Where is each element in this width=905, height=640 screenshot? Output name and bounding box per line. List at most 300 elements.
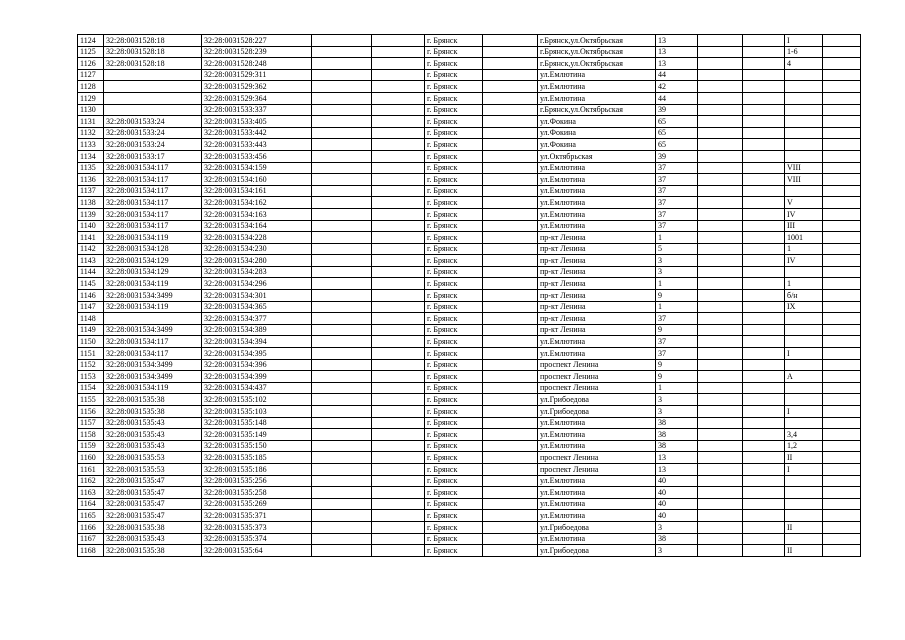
table-cell: проспект Ленина — [538, 359, 656, 371]
table-cell: пр-кт Ленина — [538, 232, 656, 244]
table-cell — [483, 313, 538, 325]
table-cell: г. Брянск — [425, 278, 483, 290]
table-cell: 32:28:0031535:102 — [202, 394, 312, 406]
table-cell: 32:28:0031528:18 — [104, 58, 202, 70]
table-cell: ул.Грибоедова — [538, 521, 656, 533]
table-cell — [483, 208, 538, 220]
table-cell: 32:28:0031535:53 — [104, 452, 202, 464]
table-cell: 32:28:0031534:119 — [104, 382, 202, 394]
table-cell — [698, 46, 743, 58]
table-cell — [698, 92, 743, 104]
table-cell: ул.Емлютина — [538, 417, 656, 429]
table-cell — [483, 278, 538, 290]
table-cell: г. Брянск — [425, 150, 483, 162]
table-cell: 1159 — [78, 440, 104, 452]
table-cell: 1143 — [78, 255, 104, 267]
table-cell — [372, 521, 425, 533]
table-row — [78, 139, 861, 151]
table-cell: г. Брянск — [425, 313, 483, 325]
table-cell: 1137 — [78, 185, 104, 197]
table-cell: 32:28:0031535:43 — [104, 533, 202, 545]
table-cell: ул.Грибоедова — [538, 545, 656, 557]
table-cell — [823, 46, 861, 58]
table-cell — [372, 127, 425, 139]
table-cell — [698, 521, 743, 533]
table-row — [78, 498, 861, 510]
table-cell — [698, 255, 743, 267]
table-cell: 44 — [656, 92, 698, 104]
table-row — [78, 197, 861, 209]
table-cell: 32:28:0031535:38 — [104, 521, 202, 533]
table-cell — [483, 521, 538, 533]
table-cell: 32:28:0031534:377 — [202, 313, 312, 325]
table-cell: г. Брянск — [425, 440, 483, 452]
table-cell: г. Брянск — [425, 266, 483, 278]
table-cell — [698, 429, 743, 441]
table-cell — [483, 336, 538, 348]
table-cell: 32:28:0031534:129 — [104, 266, 202, 278]
table-cell: 1162 — [78, 475, 104, 487]
table-cell: 32:28:0031534:117 — [104, 174, 202, 186]
table-cell: 32:28:0031534:394 — [202, 336, 312, 348]
table-cell: 38 — [656, 440, 698, 452]
table-cell — [743, 139, 785, 151]
table-cell — [785, 324, 823, 336]
table-cell — [785, 533, 823, 545]
table-cell — [312, 324, 372, 336]
table-cell: 32:28:0031534:396 — [202, 359, 312, 371]
table-cell — [698, 116, 743, 128]
table-cell — [372, 382, 425, 394]
table-cell: 37 — [656, 208, 698, 220]
table-cell: 9 — [656, 359, 698, 371]
table-cell — [698, 127, 743, 139]
table-cell — [312, 394, 372, 406]
table-cell — [312, 58, 372, 70]
table-cell: 3 — [656, 255, 698, 267]
table-cell: 1153 — [78, 371, 104, 383]
table-cell: 37 — [656, 336, 698, 348]
table-cell — [785, 498, 823, 510]
table-cell — [483, 301, 538, 313]
table-cell — [823, 429, 861, 441]
table-cell: II — [785, 521, 823, 533]
table-cell — [823, 58, 861, 70]
table-cell — [698, 243, 743, 255]
table-cell — [698, 359, 743, 371]
table-row — [78, 533, 861, 545]
table-cell — [312, 301, 372, 313]
table-cell: 32:28:0031535:43 — [104, 429, 202, 441]
table-cell: 1157 — [78, 417, 104, 429]
table-cell: г. Брянск — [425, 452, 483, 464]
table-cell: 1129 — [78, 92, 104, 104]
table-cell: 32:28:0031535:47 — [104, 487, 202, 499]
table-cell — [743, 487, 785, 499]
table-cell: 4 — [785, 58, 823, 70]
table-row — [78, 208, 861, 220]
table-cell — [743, 545, 785, 557]
table-cell — [785, 394, 823, 406]
table-cell — [823, 348, 861, 360]
table-cell: г.Брянск,ул.Октябрьская — [538, 58, 656, 70]
table-cell: 1127 — [78, 69, 104, 81]
table-cell: 32:28:0031534:230 — [202, 243, 312, 255]
table-cell — [698, 498, 743, 510]
table-cell — [743, 35, 785, 47]
table-cell: ул.Емлютина — [538, 498, 656, 510]
table-cell: 1126 — [78, 58, 104, 70]
table-cell — [698, 35, 743, 47]
table-cell — [785, 510, 823, 522]
table-cell — [743, 440, 785, 452]
table-cell — [743, 406, 785, 418]
table-cell: 32:28:0031533:456 — [202, 150, 312, 162]
table-cell — [698, 487, 743, 499]
table-cell: 1136 — [78, 174, 104, 186]
table-cell: V — [785, 197, 823, 209]
table-cell: 32:28:0031534:117 — [104, 162, 202, 174]
table-cell — [483, 127, 538, 139]
table-cell: VIII — [785, 162, 823, 174]
table-cell — [312, 127, 372, 139]
table-cell — [483, 69, 538, 81]
table-cell: 65 — [656, 127, 698, 139]
table-cell — [823, 382, 861, 394]
table-cell: 32:28:0031534:161 — [202, 185, 312, 197]
table-cell: 32:28:0031528:18 — [104, 35, 202, 47]
table-cell: 32:28:0031533:24 — [104, 127, 202, 139]
table-cell: ул.Емлютина — [538, 533, 656, 545]
table-cell: 1165 — [78, 510, 104, 522]
table-cell — [743, 243, 785, 255]
table-cell: 32:28:0031535:43 — [104, 417, 202, 429]
table-cell — [698, 290, 743, 302]
table-cell — [743, 232, 785, 244]
table-cell — [823, 174, 861, 186]
table-cell — [698, 348, 743, 360]
table-cell: 32:28:0031533:337 — [202, 104, 312, 116]
table-cell — [743, 92, 785, 104]
table-cell — [743, 255, 785, 267]
table-cell — [483, 162, 538, 174]
table-cell — [372, 150, 425, 162]
table-cell — [823, 545, 861, 557]
table-cell: ул.Емлютина — [538, 336, 656, 348]
table-cell: пр-кт Ленина — [538, 324, 656, 336]
table-cell: г. Брянск — [425, 208, 483, 220]
table-cell — [483, 46, 538, 58]
table-cell: 38 — [656, 533, 698, 545]
table-cell — [483, 185, 538, 197]
table-cell — [312, 406, 372, 418]
table-cell — [698, 324, 743, 336]
table-cell — [823, 417, 861, 429]
table-cell: I — [785, 348, 823, 360]
table-cell: 32:28:0031534:437 — [202, 382, 312, 394]
table-row — [78, 452, 861, 464]
table-row — [78, 127, 861, 139]
table-cell — [483, 81, 538, 93]
table-cell: 37 — [656, 313, 698, 325]
table-cell: 32:28:0031535:256 — [202, 475, 312, 487]
table-cell — [698, 545, 743, 557]
table-cell — [823, 35, 861, 47]
table-cell — [483, 510, 538, 522]
table-cell — [785, 266, 823, 278]
table-cell — [372, 348, 425, 360]
table-cell — [743, 371, 785, 383]
table-row — [78, 35, 861, 47]
table-cell: г. Брянск — [425, 220, 483, 232]
table-cell — [743, 324, 785, 336]
table-cell: 40 — [656, 487, 698, 499]
table-cell: 32:28:0031535:186 — [202, 463, 312, 475]
table-cell: 1139 — [78, 208, 104, 220]
table-cell: 32:28:0031529:362 — [202, 81, 312, 93]
table-cell — [372, 371, 425, 383]
table-row — [78, 232, 861, 244]
table-cell — [483, 290, 538, 302]
table-row — [78, 150, 861, 162]
table-row — [78, 521, 861, 533]
table-cell — [698, 162, 743, 174]
table-row — [78, 266, 861, 278]
table-cell: 32:28:0031534:119 — [104, 278, 202, 290]
table-cell: г. Брянск — [425, 104, 483, 116]
table-cell: г. Брянск — [425, 498, 483, 510]
table-cell — [743, 290, 785, 302]
table-cell: 13 — [656, 58, 698, 70]
table-cell: ул.Емлютина — [538, 81, 656, 93]
table-cell: 32:28:0031535:47 — [104, 510, 202, 522]
table-cell: пр-кт Ленина — [538, 301, 656, 313]
table-cell: 1146 — [78, 290, 104, 302]
table-cell — [698, 174, 743, 186]
table-cell: пр-кт Ленина — [538, 255, 656, 267]
table-cell — [823, 359, 861, 371]
table-cell: 9 — [656, 324, 698, 336]
table-cell: 32:28:0031535:185 — [202, 452, 312, 464]
table-body — [78, 35, 861, 557]
table-cell — [785, 116, 823, 128]
table-cell: 32:28:0031534:117 — [104, 336, 202, 348]
table-cell: пр-кт Ленина — [538, 313, 656, 325]
table-cell: ул.Емлютина — [538, 475, 656, 487]
table-cell: 65 — [656, 116, 698, 128]
table-cell — [372, 429, 425, 441]
table-cell — [823, 243, 861, 255]
table-cell: 32:28:0031534:399 — [202, 371, 312, 383]
table-cell — [785, 336, 823, 348]
table-cell: II — [785, 452, 823, 464]
table-cell — [483, 150, 538, 162]
table-cell — [372, 498, 425, 510]
table-cell: ул.Емлютина — [538, 510, 656, 522]
table-cell — [743, 336, 785, 348]
table-cell — [372, 452, 425, 464]
table-cell — [483, 429, 538, 441]
table-row — [78, 394, 861, 406]
table-cell: 32:28:0031534:283 — [202, 266, 312, 278]
table-cell — [823, 197, 861, 209]
table-cell: 1160 — [78, 452, 104, 464]
table-cell: 32:28:0031528:248 — [202, 58, 312, 70]
table-cell — [823, 139, 861, 151]
table-cell: 32:28:0031534:159 — [202, 162, 312, 174]
table-cell — [743, 510, 785, 522]
table-cell: ул.Фокина — [538, 139, 656, 151]
table-cell: 32:28:0031535:269 — [202, 498, 312, 510]
table-cell: 32:28:0031534:280 — [202, 255, 312, 267]
table-cell: 39 — [656, 150, 698, 162]
table-row — [78, 104, 861, 116]
table-row — [78, 69, 861, 81]
table-row — [78, 417, 861, 429]
table-cell: 1147 — [78, 301, 104, 313]
table-cell: 32:28:0031535:47 — [104, 475, 202, 487]
table-cell — [823, 185, 861, 197]
table-cell: 1133 — [78, 139, 104, 151]
table-cell — [743, 266, 785, 278]
table-cell — [483, 487, 538, 499]
table-cell: ул.Емлютина — [538, 197, 656, 209]
table-cell — [823, 116, 861, 128]
table-cell — [698, 336, 743, 348]
table-cell: г. Брянск — [425, 545, 483, 557]
table-cell — [823, 92, 861, 104]
table-cell — [785, 359, 823, 371]
table-cell — [483, 58, 538, 70]
table-cell — [312, 463, 372, 475]
table-cell: 32:28:0031534:301 — [202, 290, 312, 302]
table-cell — [312, 116, 372, 128]
table-cell — [743, 521, 785, 533]
table-cell: 32:28:0031534:129 — [104, 255, 202, 267]
table-cell — [372, 185, 425, 197]
table-cell: 32:28:0031535:38 — [104, 406, 202, 418]
table-cell — [823, 521, 861, 533]
table-cell: 32:28:0031535:371 — [202, 510, 312, 522]
table-cell — [372, 46, 425, 58]
table-cell — [698, 475, 743, 487]
table-cell — [698, 104, 743, 116]
table-cell: 37 — [656, 185, 698, 197]
table-cell: 13 — [656, 35, 698, 47]
table-cell — [743, 162, 785, 174]
table-row — [78, 255, 861, 267]
table-cell: 32:28:0031535:64 — [202, 545, 312, 557]
table-cell — [785, 417, 823, 429]
table-cell — [312, 174, 372, 186]
table-cell: 32:28:0031534:296 — [202, 278, 312, 290]
table-cell: 32:28:0031533:24 — [104, 116, 202, 128]
table-cell: 3 — [656, 521, 698, 533]
table-cell — [483, 406, 538, 418]
table-cell — [483, 243, 538, 255]
table-cell — [312, 359, 372, 371]
table-cell — [743, 348, 785, 360]
table-cell — [823, 255, 861, 267]
table-cell — [312, 69, 372, 81]
table-cell — [743, 429, 785, 441]
table-cell: 32:28:0031535:374 — [202, 533, 312, 545]
table-cell — [743, 220, 785, 232]
table-cell: 1 — [785, 278, 823, 290]
table-cell — [743, 197, 785, 209]
table-cell — [483, 359, 538, 371]
table-cell: ул.Грибоедова — [538, 394, 656, 406]
table-cell: 1131 — [78, 116, 104, 128]
table-cell — [743, 116, 785, 128]
table-cell: г. Брянск — [425, 533, 483, 545]
table-row — [78, 348, 861, 360]
table-cell — [823, 475, 861, 487]
table-cell — [483, 475, 538, 487]
table-cell — [698, 510, 743, 522]
table-cell — [372, 475, 425, 487]
table-cell — [483, 92, 538, 104]
table-cell — [312, 150, 372, 162]
table-cell — [104, 313, 202, 325]
table-cell — [823, 278, 861, 290]
table-cell: 1152 — [78, 359, 104, 371]
table-cell — [823, 498, 861, 510]
table-cell: пр-кт Ленина — [538, 278, 656, 290]
table-cell — [372, 220, 425, 232]
table-cell: 40 — [656, 475, 698, 487]
table-cell — [312, 35, 372, 47]
table-cell: 1 — [656, 301, 698, 313]
table-cell: г.Брянск,ул.Октябрьская — [538, 35, 656, 47]
table-cell: г. Брянск — [425, 521, 483, 533]
table-cell: 1158 — [78, 429, 104, 441]
table-cell — [698, 394, 743, 406]
table-cell — [312, 266, 372, 278]
table-cell — [743, 301, 785, 313]
table-row — [78, 185, 861, 197]
table-cell: г. Брянск — [425, 429, 483, 441]
table-row — [78, 220, 861, 232]
table-row — [78, 429, 861, 441]
table-row — [78, 92, 861, 104]
table-cell — [483, 197, 538, 209]
table-cell — [743, 174, 785, 186]
table-cell — [823, 406, 861, 418]
table-cell — [698, 208, 743, 220]
table-cell — [698, 69, 743, 81]
table-cell: ул.Фокина — [538, 127, 656, 139]
table-cell — [312, 104, 372, 116]
table-cell: 32:28:0031533:442 — [202, 127, 312, 139]
table-cell: 1154 — [78, 382, 104, 394]
table-cell — [312, 498, 372, 510]
table-cell: г. Брянск — [425, 336, 483, 348]
table-cell: 1142 — [78, 243, 104, 255]
table-cell: 1145 — [78, 278, 104, 290]
table-cell — [312, 533, 372, 545]
table-cell — [104, 81, 202, 93]
table-cell: 37 — [656, 197, 698, 209]
table-cell: 32:28:0031534:365 — [202, 301, 312, 313]
table-cell: г. Брянск — [425, 359, 483, 371]
table-cell — [483, 139, 538, 151]
table-cell — [312, 208, 372, 220]
table-cell — [823, 371, 861, 383]
table-cell — [312, 417, 372, 429]
table-cell — [698, 197, 743, 209]
table-cell: II — [785, 545, 823, 557]
